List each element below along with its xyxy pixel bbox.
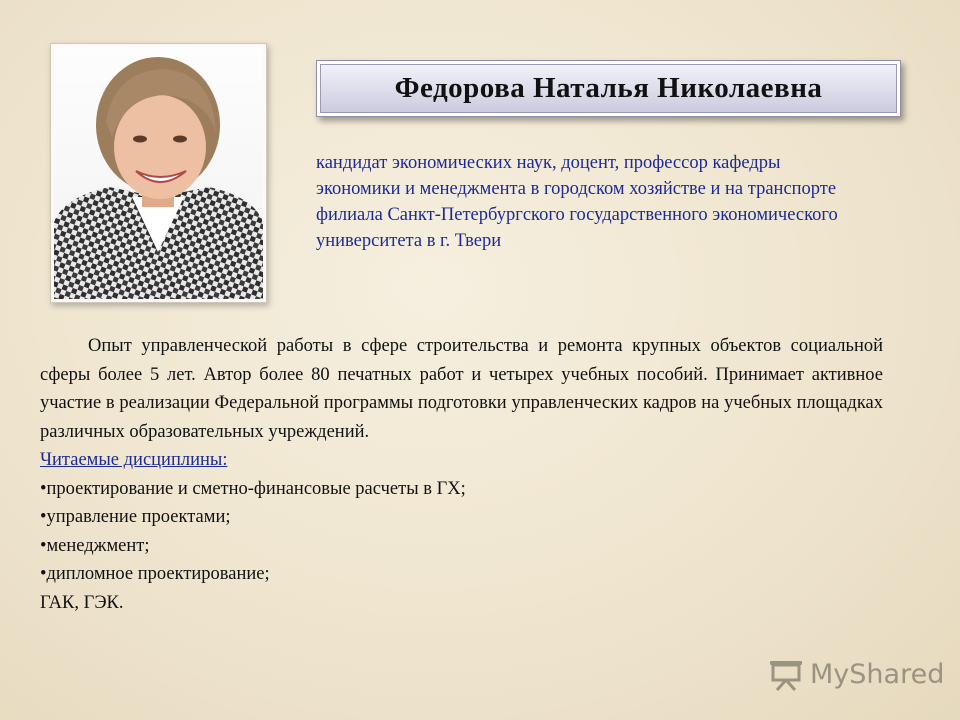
list-item: •проектирование и сметно-финансовые расчеты в ГХ;	[40, 478, 466, 499]
disciplines-closing: ГАК, ГЭК.	[40, 592, 124, 613]
person-title: кандидат экономических наук, доцент, профессор кафедры экономики и менеджмента в городском хозяйстве и на транспорте филиала Санкт-Петербургского государственного экономического университета в г. Твери	[316, 153, 838, 251]
projector-icon	[768, 657, 804, 691]
bio-paragraph: Опыт управленческой работы в сфере строительства и ремонта крупных объектов социальной сферы более 5 лет. Автор более 80 печатных работ и четырех учебных пособий. Принимает активное участие в реализации Федеральной программы подготовки управленческих кадров на учебных площадках различных образовательных учреждений.	[40, 336, 883, 442]
watermark-brand: MyShared	[810, 658, 945, 690]
disciplines-list	[40, 475, 883, 589]
list-item: •управление проектами;	[40, 507, 231, 527]
myshared-watermark	[768, 656, 944, 692]
list-item: •менеджмент;	[40, 535, 150, 556]
bio-section	[40, 332, 883, 617]
disciplines-heading-link[interactable]: Читаемые дисциплины:	[40, 450, 228, 470]
name-banner	[316, 60, 901, 117]
portrait-photo	[54, 47, 263, 299]
list-item: •дипломное проектирование;	[40, 564, 270, 584]
portrait-frame	[50, 43, 267, 303]
person-name: Федорова Наталья Николаевна	[394, 72, 823, 104]
